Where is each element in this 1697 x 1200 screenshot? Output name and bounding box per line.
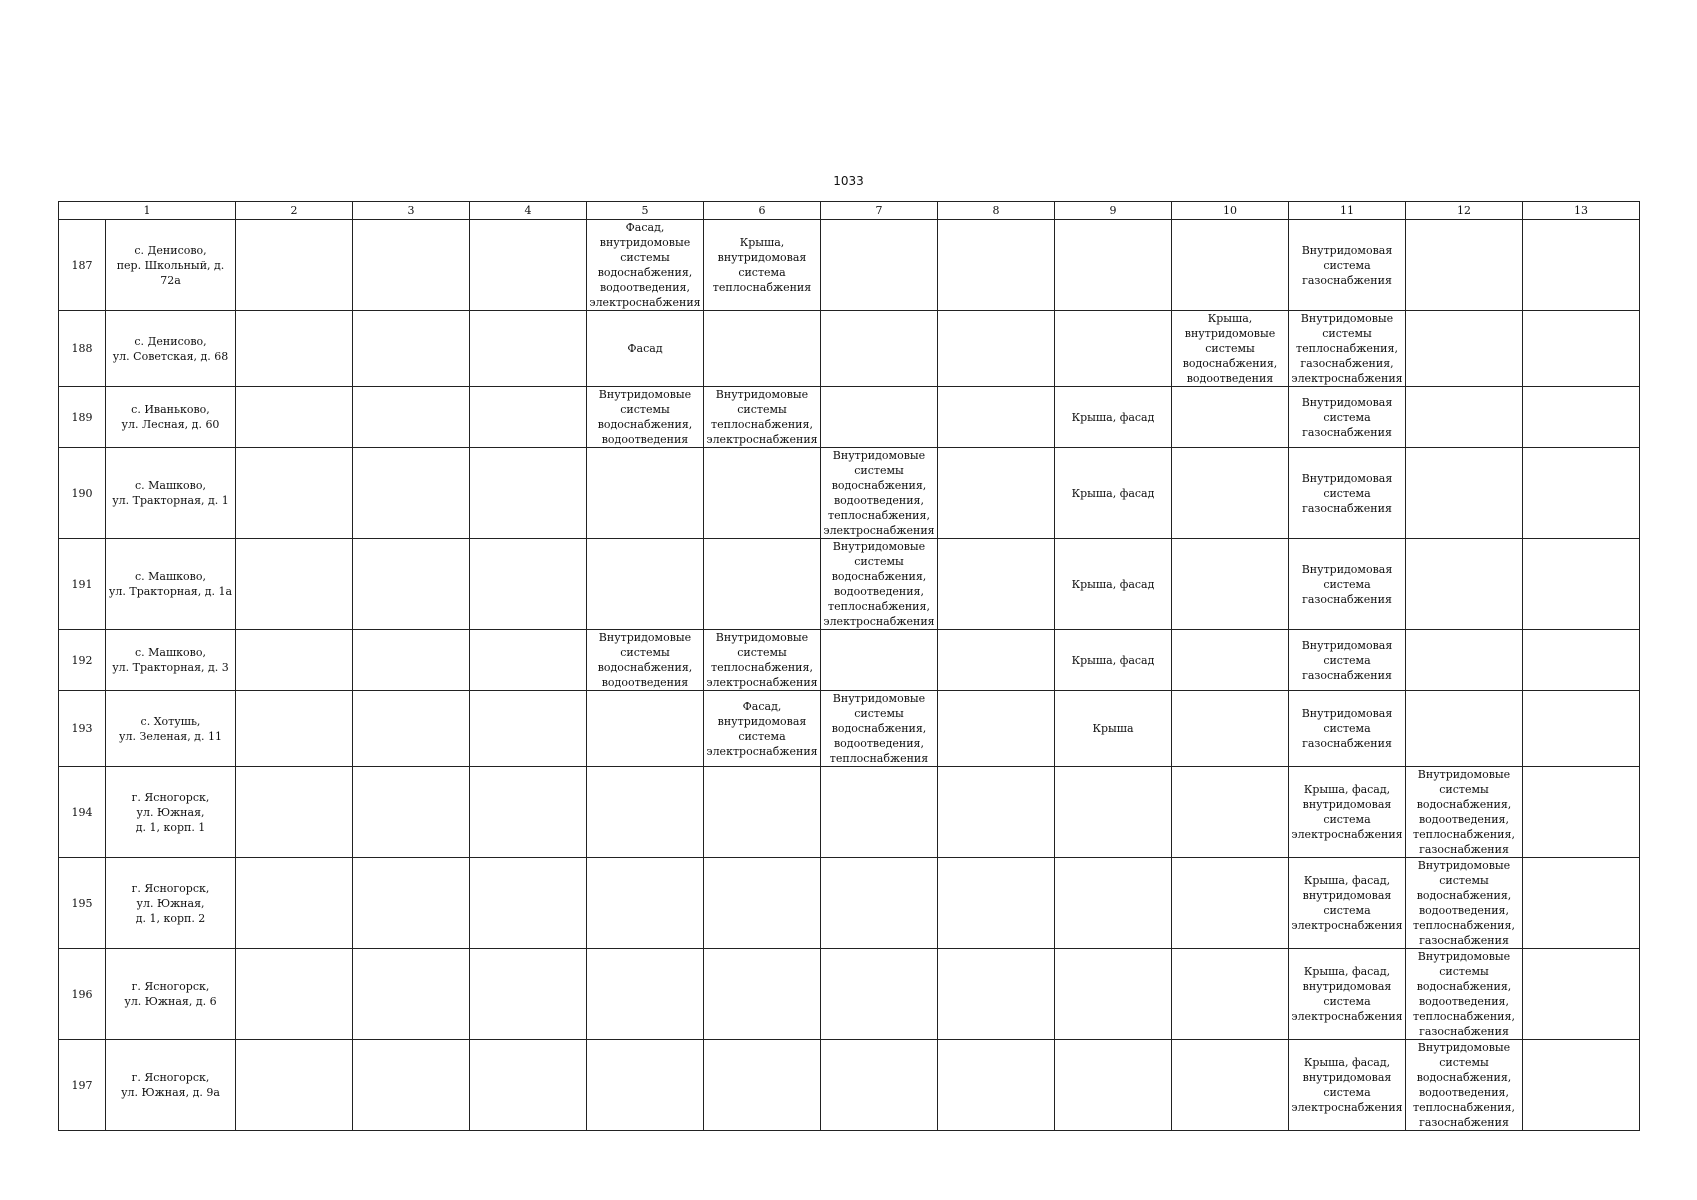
work-cell-col-8	[938, 539, 1055, 630]
address-cell: г. Ясногорск, ул. Южная, д. 9а	[106, 1040, 236, 1131]
column-header: 1	[59, 202, 236, 220]
address-cell: с. Денисово, пер. Школьный, д. 72а	[106, 220, 236, 311]
work-cell-col-6: Крыша, внутридомовая система теплоснабжения	[704, 220, 821, 311]
work-cell-col-4	[470, 1040, 587, 1131]
table-row	[59, 630, 1640, 691]
column-header: 11	[1289, 202, 1406, 220]
work-cell-col-9: Крыша, фасад	[1055, 630, 1172, 691]
work-cell-col-5	[587, 1040, 704, 1131]
work-cell-col-4	[470, 858, 587, 949]
work-cell-col-12: Внутридомовые системы водоснабжения, водоотведения, теплоснабжения, газоснабжения	[1406, 949, 1523, 1040]
work-cell-col-10	[1172, 539, 1289, 630]
work-cell-col-6: Внутридомовые системы теплоснабжения, электроснабжения	[704, 630, 821, 691]
work-cell-col-12: Внутридомовые системы водоснабжения, водоотведения, теплоснабжения, газоснабжения	[1406, 1040, 1523, 1131]
work-cell-col-13	[1523, 387, 1640, 448]
column-header: 7	[821, 202, 938, 220]
work-cell-col-3	[353, 630, 470, 691]
work-cell-col-9	[1055, 220, 1172, 311]
work-cell-col-2	[236, 767, 353, 858]
work-cell-col-3	[353, 767, 470, 858]
table-row	[59, 220, 1640, 311]
work-cell-col-9: Крыша, фасад	[1055, 387, 1172, 448]
work-cell-col-4	[470, 767, 587, 858]
work-cell-col-5: Внутридомовые системы водоснабжения, водоотведения	[587, 630, 704, 691]
work-cell-col-2	[236, 1040, 353, 1131]
work-cell-col-8	[938, 691, 1055, 767]
work-cell-col-5	[587, 858, 704, 949]
work-cell-col-12	[1406, 220, 1523, 311]
table-row	[59, 1040, 1640, 1131]
work-cell-col-6	[704, 949, 821, 1040]
work-cell-col-6	[704, 311, 821, 387]
work-cell-col-12: Внутридомовые системы водоснабжения, водоотведения, теплоснабжения, газоснабжения	[1406, 767, 1523, 858]
work-cell-col-8	[938, 1040, 1055, 1131]
work-cell-col-5	[587, 539, 704, 630]
work-cell-col-8	[938, 949, 1055, 1040]
work-cell-col-13	[1523, 311, 1640, 387]
work-cell-col-7: Внутридомовые системы водоснабжения, водоотведения, теплоснабжения	[821, 691, 938, 767]
work-cell-col-11: Крыша, фасад, внутридомовая система электроснабжения	[1289, 858, 1406, 949]
work-cell-col-6: Фасад, внутридомовая система электроснабжения	[704, 691, 821, 767]
work-cell-col-2	[236, 311, 353, 387]
table-row	[59, 387, 1640, 448]
work-cell-col-9	[1055, 1040, 1172, 1131]
work-cell-col-8	[938, 630, 1055, 691]
work-cell-col-10	[1172, 858, 1289, 949]
work-cell-col-9: Крыша, фасад	[1055, 448, 1172, 539]
column-header: 2	[236, 202, 353, 220]
work-cell-col-13	[1523, 539, 1640, 630]
work-cell-col-7	[821, 220, 938, 311]
row-number: 190	[59, 448, 106, 539]
work-cell-col-9: Крыша, фасад	[1055, 539, 1172, 630]
address-cell: с. Денисово, ул. Советская, д. 68	[106, 311, 236, 387]
work-cell-col-12	[1406, 448, 1523, 539]
work-cell-col-4	[470, 311, 587, 387]
work-cell-col-4	[470, 691, 587, 767]
work-cell-col-12	[1406, 691, 1523, 767]
work-cell-col-10	[1172, 949, 1289, 1040]
work-cell-col-7	[821, 1040, 938, 1131]
work-cell-col-4	[470, 949, 587, 1040]
work-cell-col-4	[470, 448, 587, 539]
work-cell-col-4	[470, 539, 587, 630]
work-cell-col-10: Крыша, внутридомовые системы водоснабжения, водоотведения	[1172, 311, 1289, 387]
work-cell-col-2	[236, 220, 353, 311]
work-cell-col-12	[1406, 311, 1523, 387]
column-header: 5	[587, 202, 704, 220]
work-cell-col-7	[821, 630, 938, 691]
work-cell-col-11: Внутридомовая система газоснабжения	[1289, 630, 1406, 691]
work-cell-col-11: Крыша, фасад, внутридомовая система электроснабжения	[1289, 767, 1406, 858]
work-cell-col-3	[353, 448, 470, 539]
work-cell-col-7: Внутридомовые системы водоснабжения, водоотведения, теплоснабжения, электроснабжения	[821, 539, 938, 630]
column-header: 4	[470, 202, 587, 220]
work-cell-col-5: Внутридомовые системы водоснабжения, водоотведения	[587, 387, 704, 448]
work-cell-col-4	[470, 387, 587, 448]
work-cell-col-11: Внутридомовая система газоснабжения	[1289, 691, 1406, 767]
work-cell-col-3	[353, 949, 470, 1040]
work-cell-col-9	[1055, 858, 1172, 949]
work-cell-col-10	[1172, 387, 1289, 448]
table-body	[59, 220, 1640, 1131]
work-cell-col-6	[704, 539, 821, 630]
work-cell-col-11: Внутридомовая система газоснабжения	[1289, 387, 1406, 448]
address-cell: г. Ясногорск, ул. Южная, д. 6	[106, 949, 236, 1040]
work-cell-col-11: Крыша, фасад, внутридомовая система электроснабжения	[1289, 1040, 1406, 1131]
work-cell-col-12	[1406, 630, 1523, 691]
work-cell-col-12	[1406, 387, 1523, 448]
table-row	[59, 949, 1640, 1040]
work-cell-col-3	[353, 387, 470, 448]
table-row	[59, 858, 1640, 949]
work-cell-col-3	[353, 220, 470, 311]
work-cell-col-13	[1523, 949, 1640, 1040]
work-cell-col-13	[1523, 448, 1640, 539]
work-cell-col-7	[821, 858, 938, 949]
row-number: 193	[59, 691, 106, 767]
column-header: 9	[1055, 202, 1172, 220]
work-cell-col-11: Внутридомовая система газоснабжения	[1289, 220, 1406, 311]
work-cell-col-13	[1523, 630, 1640, 691]
column-header: 3	[353, 202, 470, 220]
column-header: 10	[1172, 202, 1289, 220]
work-cell-col-5	[587, 767, 704, 858]
work-cell-col-10	[1172, 448, 1289, 539]
work-cell-col-6	[704, 1040, 821, 1131]
work-cell-col-3	[353, 1040, 470, 1131]
work-cell-col-10	[1172, 767, 1289, 858]
address-cell: г. Ясногорск, ул. Южная, д. 1, корп. 2	[106, 858, 236, 949]
work-cell-col-8	[938, 448, 1055, 539]
row-number: 192	[59, 630, 106, 691]
work-cell-col-2	[236, 448, 353, 539]
work-cell-col-13	[1523, 220, 1640, 311]
work-cell-col-6: Внутридомовые системы теплоснабжения, электроснабжения	[704, 387, 821, 448]
work-cell-col-13	[1523, 691, 1640, 767]
work-cell-col-3	[353, 691, 470, 767]
work-cell-col-2	[236, 691, 353, 767]
work-cell-col-10	[1172, 220, 1289, 311]
work-cell-col-3	[353, 311, 470, 387]
address-cell: г. Ясногорск, ул. Южная, д. 1, корп. 1	[106, 767, 236, 858]
page-number: 1033	[833, 174, 864, 188]
address-cell: с. Иваньково, ул. Лесная, д. 60	[106, 387, 236, 448]
work-cell-col-11: Внутридомовая система газоснабжения	[1289, 539, 1406, 630]
work-cell-col-3	[353, 858, 470, 949]
work-cell-col-13	[1523, 858, 1640, 949]
work-cell-col-7	[821, 949, 938, 1040]
work-cell-col-2	[236, 858, 353, 949]
work-cell-col-12	[1406, 539, 1523, 630]
work-cell-col-5: Фасад, внутридомовые системы водоснабжения, водоотведения, электроснабжения	[587, 220, 704, 311]
work-cell-col-8	[938, 220, 1055, 311]
address-cell: с. Машково, ул. Тракторная, д. 3	[106, 630, 236, 691]
work-cell-col-5	[587, 691, 704, 767]
work-cell-col-6	[704, 448, 821, 539]
work-cell-col-9: Крыша	[1055, 691, 1172, 767]
table-row	[59, 691, 1640, 767]
work-cell-col-5	[587, 949, 704, 1040]
table-row	[59, 448, 1640, 539]
column-header: 8	[938, 202, 1055, 220]
table-row	[59, 767, 1640, 858]
address-cell: с. Машково, ул. Тракторная, д. 1	[106, 448, 236, 539]
work-cell-col-8	[938, 311, 1055, 387]
column-header: 12	[1406, 202, 1523, 220]
work-cell-col-2	[236, 387, 353, 448]
repair-schedule-table	[58, 201, 1640, 1131]
row-number: 189	[59, 387, 106, 448]
work-cell-col-2	[236, 949, 353, 1040]
row-number: 196	[59, 949, 106, 1040]
work-cell-col-10	[1172, 630, 1289, 691]
work-cell-col-13	[1523, 1040, 1640, 1131]
work-cell-col-10	[1172, 691, 1289, 767]
row-number: 191	[59, 539, 106, 630]
work-cell-col-7	[821, 311, 938, 387]
work-cell-col-9	[1055, 767, 1172, 858]
work-cell-col-2	[236, 539, 353, 630]
table-row	[59, 539, 1640, 630]
work-cell-col-3	[353, 539, 470, 630]
work-cell-col-7	[821, 767, 938, 858]
row-number: 188	[59, 311, 106, 387]
work-cell-col-10	[1172, 1040, 1289, 1131]
address-cell: с. Хотушь, ул. Зеленая, д. 11	[106, 691, 236, 767]
work-cell-col-8	[938, 767, 1055, 858]
column-number-row	[59, 202, 1640, 220]
work-cell-col-6	[704, 767, 821, 858]
column-header: 6	[704, 202, 821, 220]
table-row	[59, 311, 1640, 387]
row-number: 187	[59, 220, 106, 311]
work-cell-col-7	[821, 387, 938, 448]
work-cell-col-5: Фасад	[587, 311, 704, 387]
row-number: 197	[59, 1040, 106, 1131]
column-header: 13	[1523, 202, 1640, 220]
row-number: 194	[59, 767, 106, 858]
work-cell-col-7: Внутридомовые системы водоснабжения, водоотведения, теплоснабжения, электроснабжения	[821, 448, 938, 539]
work-cell-col-13	[1523, 767, 1640, 858]
address-cell: с. Машково, ул. Тракторная, д. 1а	[106, 539, 236, 630]
work-cell-col-12: Внутридомовые системы водоснабжения, водоотведения, теплоснабжения, газоснабжения	[1406, 858, 1523, 949]
work-cell-col-4	[470, 220, 587, 311]
work-cell-col-6	[704, 858, 821, 949]
work-cell-col-11: Крыша, фасад, внутридомовая система электроснабжения	[1289, 949, 1406, 1040]
work-cell-col-8	[938, 387, 1055, 448]
work-cell-col-9	[1055, 311, 1172, 387]
work-cell-col-5	[587, 448, 704, 539]
work-cell-col-8	[938, 858, 1055, 949]
row-number: 195	[59, 858, 106, 949]
work-cell-col-2	[236, 630, 353, 691]
work-cell-col-11: Внутридомовая система газоснабжения	[1289, 448, 1406, 539]
work-cell-col-9	[1055, 949, 1172, 1040]
work-cell-col-4	[470, 630, 587, 691]
work-cell-col-11: Внутридомовые системы теплоснабжения, газоснабжения, электроснабжения	[1289, 311, 1406, 387]
